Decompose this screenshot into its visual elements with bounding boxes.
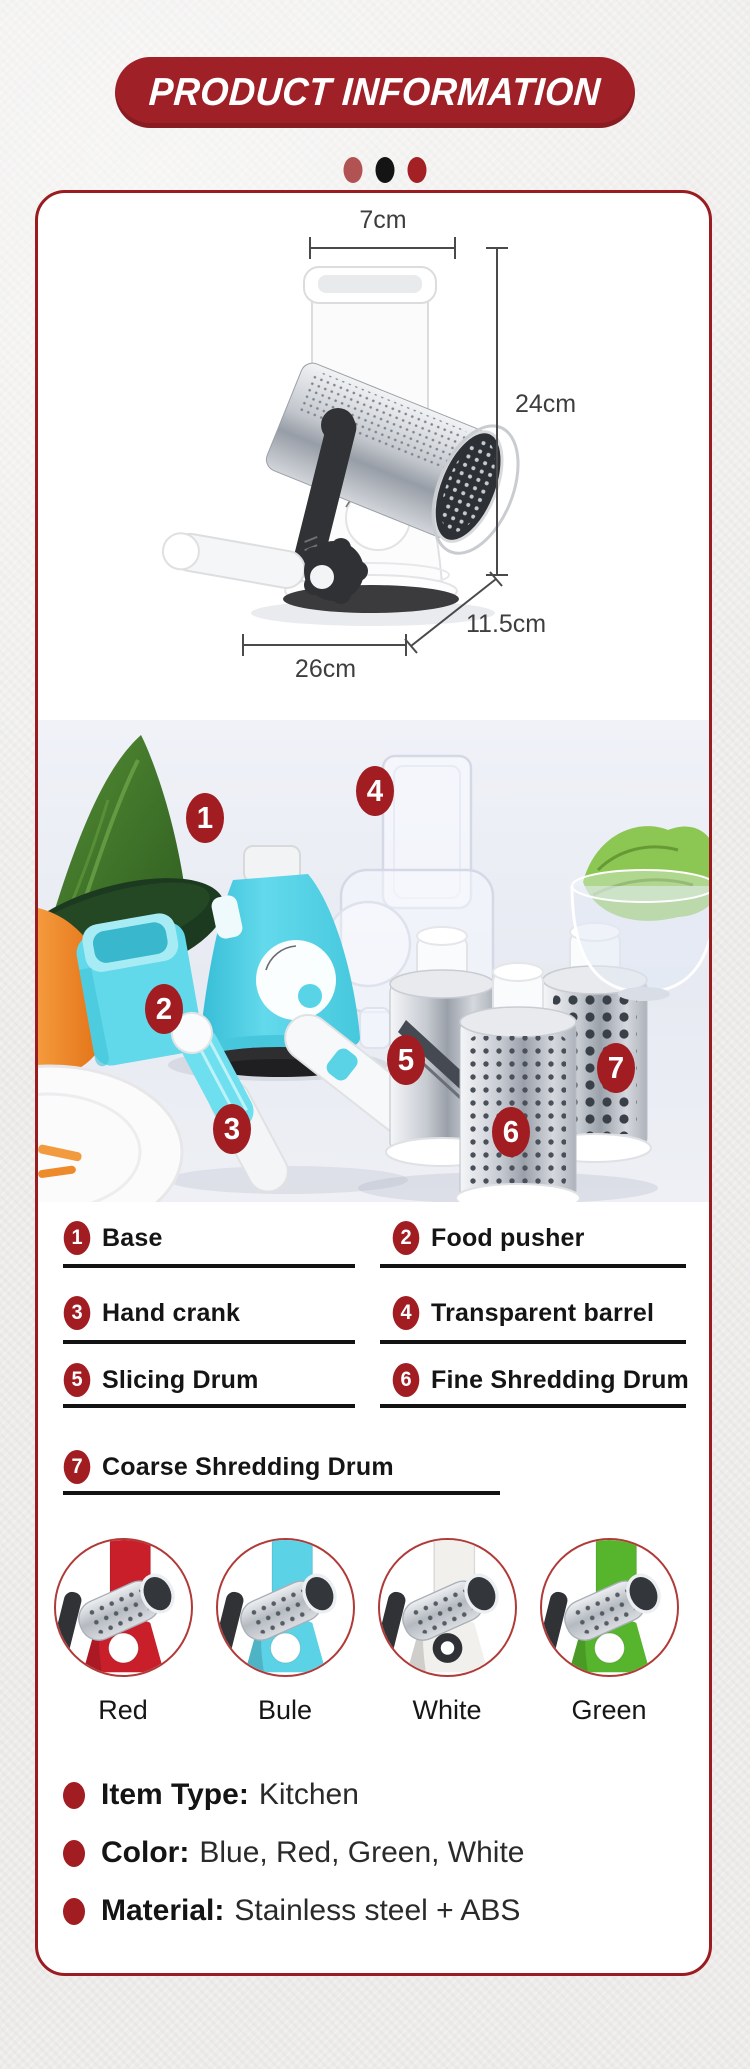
- mini-product: [542, 1540, 677, 1675]
- photo-badge-5: 5: [387, 1035, 425, 1085]
- bullet-icon: [63, 1782, 85, 1809]
- decorative-dots: [339, 154, 431, 186]
- part-badge: 2: [393, 1221, 420, 1255]
- divider-line: [380, 1264, 686, 1268]
- bullet-icon: [63, 1840, 85, 1867]
- dot-icon: [344, 157, 363, 183]
- divider-line: [380, 1340, 686, 1344]
- part-label: Food pusher: [431, 1223, 585, 1252]
- spec-color: [63, 1836, 524, 1870]
- dimension-diagram: [38, 193, 709, 720]
- part-item-transparent-barrel: [392, 1296, 654, 1330]
- dim-depth: 11.5cm: [466, 610, 547, 638]
- divider-line: [63, 1491, 500, 1495]
- part-label: Slicing Drum: [102, 1365, 259, 1394]
- photo-badge-4: 4: [356, 766, 394, 816]
- part-badge: 5: [64, 1363, 91, 1397]
- color-photo-blue: [216, 1538, 355, 1677]
- spec-value: Kitchen: [258, 1778, 359, 1811]
- divider-line: [380, 1404, 686, 1408]
- page-title: PRODUCT INFORMATION: [147, 70, 603, 114]
- part-label: Transparent barrel: [431, 1298, 655, 1327]
- part-item-coarse-shredding-drum: [63, 1450, 394, 1484]
- part-label: Base: [102, 1223, 163, 1252]
- color-variant-white: [377, 1538, 517, 1726]
- spec-label: Item Type:: [101, 1778, 249, 1811]
- mini-crank: [380, 1590, 407, 1662]
- spec-value: Blue, Red, Green, White: [199, 1836, 525, 1869]
- dot-icon: [408, 157, 427, 183]
- part-badge: 3: [64, 1296, 91, 1330]
- part-badge: 1: [64, 1221, 91, 1255]
- dim-top-width: 7cm: [359, 206, 407, 234]
- photo-badge-1: 1: [186, 793, 224, 843]
- color-label: Red: [98, 1695, 148, 1725]
- divider-line: [63, 1340, 355, 1344]
- color-label: White: [412, 1695, 482, 1725]
- spec-label: Material:: [101, 1894, 225, 1927]
- mini-crank: [218, 1590, 245, 1662]
- title-banner: [115, 57, 635, 128]
- mini-crank: [56, 1590, 83, 1662]
- dim-base-width: 26cm: [294, 655, 357, 683]
- photo-badge-3: 3: [213, 1104, 251, 1154]
- part-item-food-pusher: [392, 1221, 585, 1255]
- part-label: Fine Shredding Drum: [431, 1365, 689, 1394]
- spec-material: [63, 1894, 520, 1928]
- mini-product: [218, 1540, 353, 1675]
- color-variant-red: [53, 1538, 193, 1726]
- parts-photo: [38, 720, 709, 1202]
- dot-icon: [376, 157, 395, 183]
- mini-product: [56, 1540, 191, 1675]
- part-badge: 4: [393, 1296, 420, 1330]
- divider-line: [63, 1404, 355, 1408]
- bullet-icon: [63, 1898, 85, 1925]
- part-badge: 6: [393, 1363, 420, 1397]
- part-item-slicing-drum: [63, 1363, 259, 1397]
- color-label: Bule: [257, 1695, 313, 1725]
- part-label: Coarse Shredding Drum: [102, 1452, 394, 1481]
- crank-handle: [160, 529, 307, 590]
- photo-badge-7: 7: [597, 1043, 635, 1093]
- content-box: [35, 190, 712, 1976]
- spec-value: Stainless steel + ABS: [234, 1894, 521, 1927]
- part-label: Hand crank: [102, 1298, 241, 1327]
- spec-label: Color:: [101, 1836, 190, 1869]
- part-item-fine-shredding-drum: [392, 1363, 689, 1397]
- photo-badge-2: 2: [145, 984, 183, 1034]
- color-photo-red: [54, 1538, 193, 1677]
- color-variant-blue: [215, 1538, 355, 1726]
- part-item-base: [63, 1221, 163, 1255]
- color-photo-green: [540, 1538, 679, 1677]
- mini-crank: [542, 1590, 569, 1662]
- color-photo-white: [378, 1538, 517, 1677]
- slicer-dimension-drawing: [38, 193, 709, 720]
- mini-product: [380, 1540, 515, 1675]
- part-badge: 7: [64, 1450, 91, 1484]
- photo-badge-6: 6: [492, 1107, 530, 1157]
- divider-line: [63, 1264, 355, 1268]
- color-label: Green: [571, 1695, 647, 1725]
- dim-height: 24cm: [515, 390, 577, 418]
- part-item-hand-crank: [63, 1296, 240, 1330]
- color-variant-green: [539, 1538, 679, 1726]
- spec-item-type: [63, 1778, 359, 1812]
